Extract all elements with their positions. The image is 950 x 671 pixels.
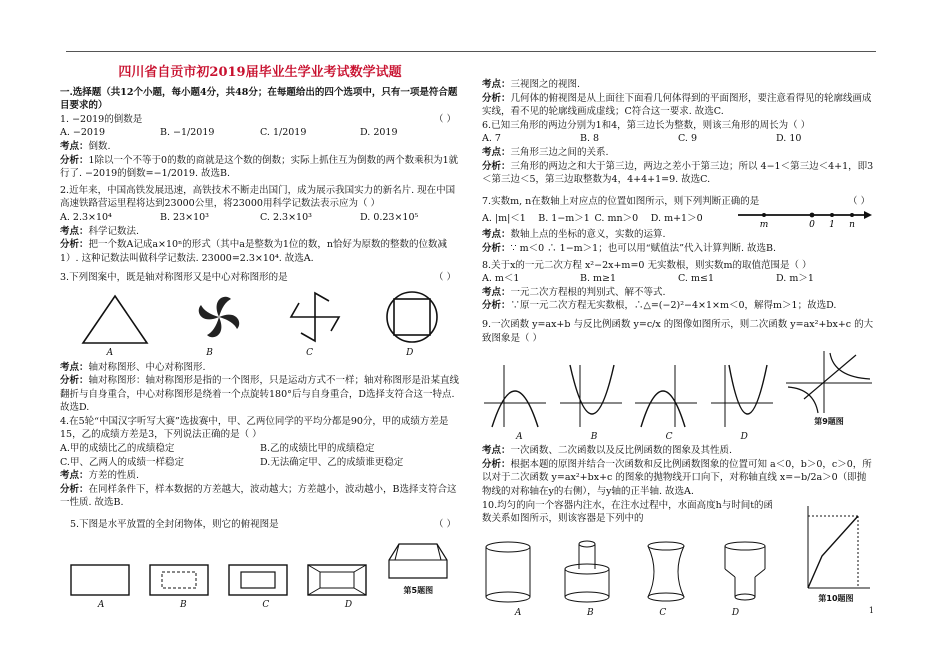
q7-topic: 考点：数轴上点的坐标的意义，实数的运算.: [482, 229, 666, 241]
q4-topic: 考点：方差的性质.: [60, 470, 140, 482]
q8-option-c[interactable]: C. m≤1: [678, 273, 714, 285]
circle-square-figure[interactable]: [384, 289, 440, 345]
q8-topic: 考点：一元二次方程根的判别式、解不等式.: [482, 286, 666, 298]
q10-figure-labels: A B C D: [514, 608, 740, 619]
q4-option-b[interactable]: B.乙的成绩比甲的成绩稳定: [260, 443, 375, 455]
question-8: 8.关于x的一元二次方程 x²−2x+m=0 无实数根，则实数m的取值范围是（ ）: [482, 259, 812, 271]
section-heading: 一.选择题（共12个小题，每小题4分，共48分；在每题给出的四个选项中，只有一项是符合题目要求的）: [60, 86, 458, 112]
axis-label-n: n: [849, 220, 855, 229]
q8-option-d[interactable]: D. m＞1: [776, 273, 814, 285]
closed-solid-figure: [385, 540, 451, 584]
q9-caption: 第9题图: [814, 417, 844, 427]
q7-option-c[interactable]: C. mn＞0: [594, 212, 639, 224]
q3-topic: 考点：轴对称图形、中心对称图形.: [60, 361, 206, 373]
q2-option-b[interactable]: B. 23×10³: [160, 211, 209, 223]
q1-option-c[interactable]: C. 1/2019: [260, 127, 307, 139]
q6-option-d[interactable]: D. 10: [776, 133, 802, 145]
q9-figures: [482, 349, 874, 429]
right-column: [482, 78, 874, 621]
q5-figures: [60, 540, 460, 598]
q8-analysis: 分析：∵原一元二次方程无实数根，∴△=(−2)²−4×1×m＜0，解得m＞1；故选D.: [482, 300, 837, 312]
q10-figures: [482, 528, 874, 606]
triangle-figure[interactable]: [80, 293, 150, 345]
axis-label-0: 0: [809, 220, 815, 229]
q2-option-a[interactable]: A. 2.3×10⁴: [60, 211, 112, 223]
q10-caption: 第10题图: [818, 593, 854, 603]
q8-options: [482, 272, 874, 286]
q9-analysis: 分析：根据本题的原图并结合一次函数和反比例函数图象的位置可知 a＜0，b＞0，c＞0，所以对于二次函数 y=ax²+bx+c 的图象的抛物线开口向下，对称轴直线 x=−b/2a＞0（即抛物线的对称轴在y的右侧），与y轴的正半轴. 故选A.: [482, 458, 872, 498]
q2-option-d[interactable]: D. 0.23×10⁵: [360, 211, 419, 223]
q8-option-a[interactable]: A. m＜1: [482, 273, 520, 285]
q9-topic: 考点：一次函数、二次函数以及反比例函数的图象及其性质.: [482, 445, 733, 457]
top-view-a[interactable]: [69, 563, 131, 597]
q4-option-d[interactable]: D.无法确定甲、乙的成绩谁更稳定: [260, 456, 404, 468]
question-6: 6.已知三角形的两边分别为1和4，第三边长为整数，则该三角形的周长为（ ）: [482, 119, 811, 131]
q7-options-row: [482, 208, 874, 228]
q6-option-c[interactable]: C. 9: [678, 133, 698, 145]
pinwheel-figure[interactable]: [191, 289, 247, 345]
q9-figure-labels: A B C D: [516, 431, 748, 442]
q3-figure-labels: A B C D: [106, 347, 414, 358]
question-10: 10.均匀的向一个容器内注水，在注水过程中，水面高度h与时间t的函数关系如图所示，则该容器是下列中的: [482, 499, 774, 525]
question-5: 5.下图是水平放置的全封闭物体，则它的俯视图是 （ ）: [70, 519, 456, 531]
q5-figure-labels: A B C D: [97, 600, 353, 611]
axis-label-m: m: [759, 220, 769, 229]
q7-option-b[interactable]: B. 1−m＞1: [538, 212, 590, 224]
q3-figures: [60, 289, 460, 345]
q2-options: [60, 211, 460, 225]
question-2: 2.近年来，中国高铁发展迅速，高铁技术不断走出国门，成为展示我国实力的新名片. 现在中国高速铁路营运里程将达到23000公里，将23000用科学记数法表示应为（ ）: [60, 184, 456, 210]
q4-analysis: 分析：在同样条件下，样本数据的方差越大，波动越大；方差越小，波动越小，B选择支符合这一性质. 故选B.: [60, 483, 457, 509]
q1-option-b[interactable]: B. −1/2019: [160, 127, 215, 139]
q1-analysis: 分析：1除以一个不等于0的数的商就是这个数的倒数；实际上抓住互为倒数的两个数乘积为1就行了. −2019的倒数=−1/2019. 故选B.: [60, 154, 459, 180]
q1-option-d[interactable]: D. 2019: [360, 127, 398, 139]
q7-analysis: 分析：∵ m＜0 ∴ 1−m＞1；也可以用“赋值法”代入计算判断. 故选B.: [482, 242, 776, 254]
q6-options: [482, 132, 874, 146]
q4-option-a[interactable]: A.甲的成绩比乙的成绩稳定: [60, 443, 175, 455]
q4-options: [60, 442, 460, 469]
q1-option-a[interactable]: A. −2019: [60, 127, 106, 139]
page-title: 四川省自贡市初2019届毕业生学业考试数学试题: [118, 65, 402, 80]
parabola-c[interactable]: [633, 363, 699, 429]
question-1: 1. −2019的倒数是 （ ）: [60, 113, 456, 125]
q5-topic: 考点：三视图之的视图.: [482, 79, 581, 90]
top-view-c[interactable]: [227, 563, 289, 597]
q8-option-b[interactable]: B. m≥1: [580, 273, 617, 285]
number-line: [734, 208, 874, 228]
parabola-b[interactable]: [558, 363, 624, 429]
container-d[interactable]: [719, 539, 771, 605]
q5-caption: 第5题图: [403, 585, 434, 595]
q5-analysis: 分析：几何体的俯视图是从上面往下面看几何体得到的平面图形，要注意看得见的轮廓线画成实线，看不见的轮廓线画成虚线；C符合这一要求. 故选C.: [482, 92, 872, 118]
q6-analysis: 分析：三角形的两边之和大于第三边，两边之差小于第三边；所以 4−1＜第三边＜4+1，即3＜第三边＜5，第三边取整数为4，4+4+1=9. 故选C.: [482, 160, 874, 186]
q4-option-c[interactable]: C.甲、乙两人的成绩一样稳定: [60, 456, 184, 468]
q2-analysis: 分析：把一个数A记成a×10ⁿ的形式（其中a是整数为1位的数，n恰好为原数的整数的位数减1）. 这种记数法叫做科学记数法. 23000=2.3×10⁴. 故选A.: [60, 239, 448, 264]
question-7: 7.实数m, n在数轴上对应点的位置如图所示，则下列判断正确的是 （ ）: [482, 195, 870, 207]
q1-options: [60, 126, 460, 140]
q3-analysis: 分析：轴对称图形：轴对称图形是指的一个图形，只是运动方式不一样；轴对称图形是沿某直线翻折与自身重合，中心对称图形是绕着一个点旋转180°后与自身重合，D选择支符合这一特点. 故选D.: [60, 375, 460, 414]
q7-option-d[interactable]: D. m+1＞0: [650, 212, 703, 224]
q2-option-c[interactable]: C. 2.3×10³: [260, 211, 312, 223]
swastika-like-figure[interactable]: [287, 289, 343, 345]
container-b[interactable]: [561, 539, 613, 605]
parabola-d[interactable]: [709, 363, 775, 429]
left-column: [60, 60, 460, 613]
q6-topic: 考点：三角形三边之间的关系.: [482, 146, 609, 158]
top-view-d[interactable]: [306, 563, 368, 597]
question-3: 3.下列图案中，既是轴对称图形又是中心对称图形的是 （ ）: [60, 272, 456, 284]
top-rule: [66, 51, 876, 52]
q1-topic: 考点：倒数.: [60, 140, 111, 152]
q6-option-b[interactable]: B. 8: [580, 133, 600, 145]
question-9: 9.一次函数 y=ax+b 与反比例函数 y=c/x 的图像如图所示，则二次函数 y=ax²+bx+c 的大致图象是（ ）: [482, 318, 874, 344]
top-view-b[interactable]: [148, 563, 210, 597]
container-a[interactable]: [482, 539, 534, 605]
parabola-a[interactable]: [482, 363, 548, 429]
page-number: 1: [868, 606, 874, 615]
question-4: 4.在5轮“中国汉字听写大赛”选拔赛中，甲、乙两位同学的平均分都是90分，甲的成绩方差是15，乙的成绩方差是3，下列说法正确的是（ ）: [60, 415, 449, 441]
axis-label-1: 1: [829, 220, 835, 229]
container-c[interactable]: [640, 539, 692, 605]
q6-option-a[interactable]: A. 7: [482, 133, 501, 145]
q2-topic: 考点：科学记数法.: [60, 225, 140, 237]
q7-option-a[interactable]: A. |m|＜1: [482, 212, 526, 224]
q9-reference-graph: [784, 349, 874, 415]
